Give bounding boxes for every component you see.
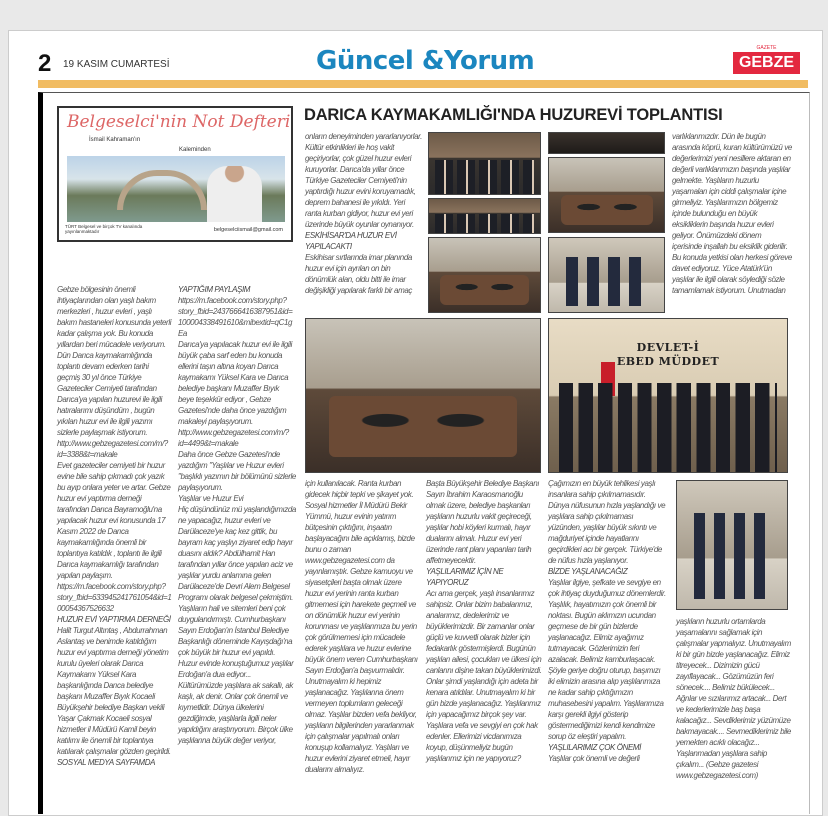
column-author: İsmail Kahraman'ın [89, 137, 141, 143]
meeting-photo-6 [548, 237, 665, 313]
photo-sign-text: DEVLET-İ EBED MÜDDET [616, 341, 720, 368]
group-people [559, 383, 778, 472]
paragraph: Gebze bölgesinin önemli ihtiyaçlarından olan yaşlı bakım merkezleri , huzur evleri , yaşlı bakım hastaneleri konusunda yeterli kadar çalışma yok. Bu konuda yıllardan beri mücadele veriyorum. Dün Darıca kaymakamlığında toplantı devam ederken tarihi geçmiş 30 yıl önce Türkiye Gazeteciler Cemiyeti tarafından Darıca'ya yapılan huzurevi ile ilgili hatıralarımı düşündüm , bugün yıkılan huzur evi ile ilgili yazımı sizlerle paylaşmak istiyorum. [57, 285, 172, 437]
subheading: HUZUR EVİ YAPTIRMA DERNEĞİ [57, 615, 171, 624]
meeting-photo-large [305, 318, 541, 473]
meeting-photo-5 [428, 237, 541, 313]
column-tagline: TÜRT Belgesel ve birçok TV kanalında yayınlanmaktadır [65, 224, 143, 234]
paragraph: Başta Büyükşehir Belediye Başkanı Sayın İbrahim Karaosmanoğlu olmak üzere, belediye başkanları yaşlıların huzurlu vakit geçireceği, yaşlılar hobi köyleri kurmalı, hayır dualarını almalı. Huzur evi yeri üzerinde rant planı yapanları tarih affetmeyecektir. [426, 479, 540, 565]
paragraph: varlıklarımızdır. Dün ile bugün arasında köprü, kuran kültürümüzü ve değerlerimizi yeni nesillere aktaran en değerli varlıklarımızın başında yaşlılar gelmekte. Yaşlıların huzurlu yaşamaları için ciddi çalışmalar içine girmeliyiz. Yaşlılarımızın bölgemiz içinde bulunduğu en büyük eksikliklerin başında huzur evleri geliyor. Önümüzdeki dönem içerisinde inşallah bu eksiklik giderilir. Bu konuda yetkisi olan herkesi göreve davet ediyoruz. Yüce Atatürk'ün yaşlılar ile ilgili olarak söylediği sözle tamamlamak istiyorum. Unutmadan [672, 132, 792, 295]
text-column-4 [672, 131, 792, 296]
subheading: ESKİHİSAR'DA HUZUR EVİ YAPILACAKTI [305, 231, 397, 251]
text-column-8 [676, 616, 792, 781]
column-banner [57, 106, 293, 242]
text-column-6 [426, 478, 542, 764]
issue-date: 19 KASIM CUMARTESİ [63, 59, 170, 70]
logo-text: GEBZE [738, 54, 795, 71]
column-title: Belgeselci'nin Not Defteri [67, 112, 291, 132]
paragraph: Yaşlılar ilgiye, şefkate ve sevgiye en çok ihtiyaç duyduğumuz dönemlerdir. Yaşlılık, hayatımızın çok önemli bir noktası. Bugün aklımızın ucundan geçmese de bir gün bizlerde yaşlanacağız. Elimiz ayağımız tutmayacak. Gözlerimizin feri azalacak. Belimiz kamburlaşacak. Şöyle geriye doğru oturup, başımızı iki elimizin arasına alıp yaşlılarımıza ne kadar sahip çıktığımızın muhasebesini yapalım. Yaşlılarımıza karşı gerekli ilgiyi gösterip göstermediğimizi kendi kendimize sorup öz eleştiri yapalım. [548, 578, 666, 741]
outdoor-group-photo [676, 480, 788, 610]
column-email: belgeselciismail@gmail.com [213, 227, 283, 233]
paragraph: yaşlıların huzurlu ortamlarda yaşamalarını sağlamak için çalışmalar yapmalıyız. Unutmayalım ki bir gün bizde yaşlanacağız. Elimiz titreyecek... Dizimizin gücü zayıflayacak... Gözümüzün feri sönecek.... Belimiz bükülecek... Ağrılar ve sızılarımız artacak... Dert ve kederlerimizle baş başa kalacağız... Sevdiklerimiz yüzümüze bakmayacak.... Sevmediklerimiz bile yemekten acıklı olacağız... Yaşlanmadan yaşlılara sahip çıkalım... (Gebze gazetesi www.gebzegazetesi.com) [676, 617, 791, 780]
text-column-3 [305, 131, 423, 296]
subheading: BİZDE YAŞLANACAĞIZ [548, 567, 628, 576]
paragraph: Çağımızın en büyük tehlikesi yaşlı insanlara sahip çıkılmamasıdır. Dünya nüfusunun hızla yaşlandığı ve yaşlılara sahip çıkılmaması yüzünden, yaşlılar büyük sıkıntı ve mağduriyet içinde hayatlarını geçirdikleri acı bir gerçek. Türkiye'de de nüfus hızla yaşlanıyor. [548, 479, 666, 565]
text-column-2 [178, 284, 296, 746]
logo-small-text: GAZETE [756, 45, 777, 51]
paragraph: Yaşlılar çok önemli ve değerli [548, 754, 640, 763]
column-from: Kaleminden [179, 147, 211, 153]
article-headline: DARICA KAYMAKAMLIĞI'NDA HUZUREVİ TOPLANTISI [304, 106, 723, 124]
section-title: Güncel &Yorum [316, 46, 535, 76]
paragraph: Acı ama gerçek, yaşlı insanlarımız sahipsiz. Onlar bizim babalarımız, analarımız, dedelerimiz ve büyüklerimizdir. Bir zamanlar onlar güçlü ve kuvvetli olarak bizler için fedakarlık göstermişlerdi. Bugünün yaşlıları ailesi, çocukları ve ülkesi için canlarını dişine takan büyüklerimizdi. Onlar şimdi yaşlandığı için adeta bir kenara atıldılar. Unutmayalım ki bir gün bizde yaşlanacağız. Yaşlılarımız için yapacağımız birçok şey var. Yaşlılara vefa ve sevgiyi en çok hak edenler. Ellerimizi vicdanımıza koyup, düşünmeliyiz bugün yaşlılarımız için ne yapıyoruz? [426, 589, 542, 763]
cameraman-figure [207, 166, 262, 222]
paragraph: Evet gazeteciler cemiyeti bir huzur evine bile sahip çıkmadı çok yazık bu ayıp onlara yeter ve artar. Gebze huzur evi yaptırma derneği tarafından Darıca Bayramoğlu'na yapılacak huzur evi konusunda 17 Kasım 2022 de Darıca kaymakamlığında önemli bir toplantıya katıldık , toplantı ile ilgili Darıca kaymakamlığı tarafından yapılan paylaşım. https://m.facebook.com/story.php?story_fbid=633945241761054&id=100054367526632 [57, 461, 172, 613]
text-column-7 [548, 478, 666, 764]
meeting-photo-4 [428, 198, 541, 234]
meeting-photo-1 [428, 132, 541, 195]
paragraph: Daha önce Gebze Gazetesi'nde yazdığım "Yaşlılar ve Huzur evleri "başlıklı yazımın bir bölümünü sizlerle paylaşıyorum. [178, 450, 296, 492]
paragraph: için kullanılacak. Ranta kurban gidecek hiçbir tepki ve şikayet yok. Sosyal hizmetler İl Müdürü Bekir Yümmü, huzur evinin yatırım bütçesinin çıktığını, inşaatın başlayacağını bile açıklamış, bizde bunu o zaman www.gebzegazetesi.com da yayınlamıştık. Gebze kamuoyu ve siyasetçileri başta olmak üzere huzur evi yerinin ranta kurban gitmemesi için harekete geçmeli ve on dönümlük huzur evi yerinin korunması ve yaşlılarımıza bu yerin çok görülmemesi için mücadele ederek yaşlılara ve huzur evlerine büyük önem veren Cumhurbaşkanı Sayın Erdoğan'a başvurmalıdır. Unutmayalım ki hepimiz yaşlanacağız. Yaşlılarına önem vermeyen toplumların geleceği olmaz. Yaşlılar bizden vefa bekliyor, yaşlıların bilgilerinden yararlanmak için çalışmalar yapılmalı onları konuşup kollamalıyız. Yaşlıları ve huzur evlerini ziyaret etmeli, hayır dualarını almalıyız. [305, 479, 418, 774]
subheading: YAŞLILARIMIZ ÇOK ÖNEMİ [548, 743, 642, 752]
paragraph: http://www.gebzegazetesi.com/m/?id=4499&t=makale [178, 428, 289, 448]
paragraph: http://www.gebzegazetesi.com/m/?id=3388&t=makale [57, 439, 168, 459]
bridge-arch [117, 170, 207, 210]
header-rule [38, 80, 808, 88]
paragraph: Hiç düşündünüz mü yaşlandığımızda ne yapacağız, huzur evleri ve Darülaceze'ye kaç kez gittik, bu bayram kaç yaşlıyı ziyaret edip hayır duasını aldık? Abdülhamit Han tarafından yıllar önce yapılan aciz ve yaşlılar yurdu anlamına gelen Darülaceze'de Devri Alem Belgesel Programı olarak belgesel çekmiştim. Yaşlıların hali ve sitemleri beni çok duygulandırmıştı. Cumhurbaşkanı Sayın Erdoğan'ın İstanbul Belediye Başkanlığı döneminde Kayışdağı'na çok büyük bir huzur evi yapıldı. Huzur evinde konuştuğumuz yaşlılar Erdoğan'a dua ediyor... Kültürümüzde yaşlılara ak sakallı, ak kaşlı, ak denir. Onlar çok önemli ve kıymetlidir. Dünya ülkelerini gezdiğimde, yaşlılarla ilgili neler yapıldığını araştırıyorum. Birçok ülke yaşlılarına büyük değer veriyor, [178, 505, 296, 745]
gebze-logo [733, 52, 800, 74]
page-number: 2 [38, 50, 52, 77]
meeting-photo-3 [548, 157, 665, 233]
paragraph: onların deneyiminden yararlanıyorlar. Kültür etkinlikleri ile hoş vakit geçiriyorlar, çok güzel huzur evleri kuruyorlar. Darıca'da yıllar önce Türkiye Gazeteciler Cemiyeti'nin yaptırdığı huzur evini koruyamadık, deprem bahanesi ile yıkıldı. Yeri ranta kurban gidiyor, huzur evi yeri üzerinde büyük oyunlar oynanıyor. [305, 132, 422, 229]
text-column-1 [57, 284, 173, 768]
paragraph: Eskihisar sırtlarında imar planında huzur evi için ayrılan on bin dönümlük alan, oldu bitti ile imar değişikliği yapılarak farklı bir amaç [305, 253, 413, 295]
subheading: YAŞLILARIMIZ İÇİN NE YAPIYORUZ [426, 567, 504, 587]
paragraph: Yaşlılar ve Huzur Evi [178, 494, 244, 503]
text-column-5 [305, 478, 421, 775]
subheading: YAPTIĞIM PAYLAŞIM [178, 285, 251, 294]
paragraph: Halit Turgut Altıntaş , Abdurrahman Aslantaş ve benimde katıldığım huzur evi yaptırma derneği yönetim kurulu üyeleri olarak Darıca Kaymakamı Yüksel Kara başkanlığında Darıca belediye başkanı Muzaffer Bıyık Kocaeli Büyükşehir belediye Başkan vekili Yaşar Çakmak Kocaeli sosyal hizmetler il Müdürü Kamil beyin katılımı ile önemli bir toplantıya katılarak çalışmalar gözden geçirildi. [57, 626, 171, 756]
meeting-photo-2 [548, 132, 665, 154]
bridge-photo [67, 156, 285, 222]
group-photo-devlet [548, 318, 788, 473]
paragraph: Darıca'ya yapılacak huzur evi ile ilgili büyük çaba sarf eden bu konuda ellerini taşın altına koyan Darıca kaymakamı Yüksel Kara ve Darıca belediye başkanı Muzaffer Bıyık beye teşekkür ediyor , Gebze Gazetesi'nde daha önce yazdığım makaleyi paylaşıyorum. [178, 340, 293, 426]
paragraph: https://m.facebook.com/story.php?story_fbid=2437666416387951&id=100004338491610&mibextid=qC1gEa [178, 296, 293, 338]
subheading: SOSYAL MEDYA SAYFAMDA [57, 758, 156, 767]
